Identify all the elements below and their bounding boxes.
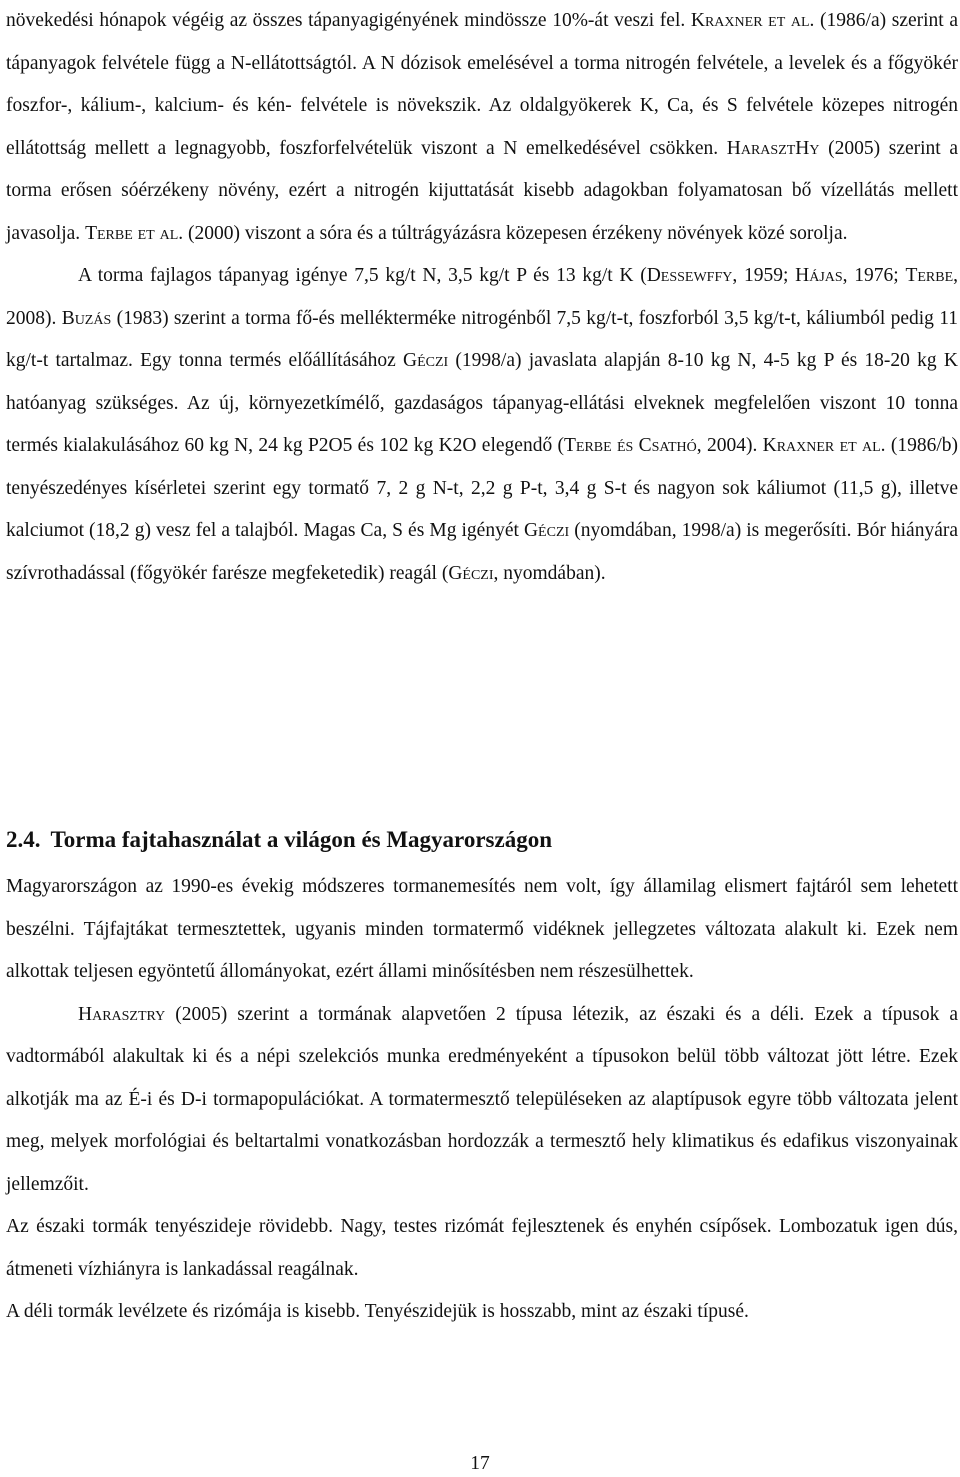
text-run: Magyarországon az 1990-es évekig módszeres tormanemesítés nem volt, így államilag elismert fajtáról sem lehetett beszélni. Tájfajtákat termesztettek, ugyanis minden tormatermő vidéknek jellegzetes változata alakult ki. Ezek nem alkottak teljesen egyöntetű állományokat, ezért állami minősítésben nem részesülhettek. [6,876,958,982]
text-run: , 2004). [696,435,763,456]
text-run: (2005) szerint a torma erősen sóérzékeny növény, ezért a nitrogén kijuttatását kisebb adagokban folyamatosan bő vízellátás mellett javasolja. [6,137,958,244]
author-citation: HarasztHy [726,137,820,159]
section-title: Torma fajtahasználat a világon és Magyarországon [50,827,553,852]
author-citation: Kraxner et al. [762,435,886,456]
text-run: (1986/a) szerint a tápanyagok felvétele függ a N-ellátottságtól. A N dózisok emelésével a torma nitrogén felvétele, a levelek és a főgyökér foszfor-, kálium-, kalcium- és kén- felvétele is növekszik. Az oldalgyökerek K, Ca, és S felvétele közepes nitrogén ellátottság mellett a legnagyobb, foszforfelvételük viszont a N emelkedésével csökken. [6,10,958,159]
author-citation: Terbe [905,265,954,286]
author-citation: Buzás [61,307,112,329]
paragraph-northern-types [6,1206,958,1291]
author-citation: Hájas [795,265,843,286]
author-citation: Dessewffy [646,265,733,286]
text-run: (nyomdában, 1998/a) is megerősíti. Bór hiányára szívrothadással (főgyökér farésze megfeketedik) reagál ( [6,520,959,584]
text-run: A déli tormák levélzete és rizómája is kisebb. Tenyészidejük is hosszabb, mint az északi típusé. [6,1301,749,1322]
text-run: (2005) szerint a tormának alapvetően 2 típusa létezik, az északi és a déli. Ezek a típusok a vadtormából alakultak ki és a népi szelekciós munka eredményeként a típusokon belül több változat jött létre. Ezek alkotják ma az É-i és D-i tormapopulációkat. A tormatermesztő településeken az alaptípusok egyre több változata jelent meg, melyek morfológiai és beltartalmi vonatkozásban hordozzák a termesztő hely klimatikus és edafikus viszonyainak jellemzőit. [6,1003,958,1195]
text-run: Az északi tormák tenyészideje rövidebb. Nagy, testes rizómát fejlesztenek és enyhén csípősek. Lombozatuk igen dús, átmeneti vízhiányra is lankadással reagálnak. [6,1216,958,1280]
text-run: , nyomdában). [493,562,606,584]
author-citation: Terbe és Csathó [564,435,697,456]
document-page [6,0,958,595]
section-number: 2.4. [6,827,41,852]
text-run: (2000) viszont a sóra és a túltrágyázásra közepesen érzékeny növények közé sorolja. [183,222,848,244]
text-run: növekedési hónapok végéig az összes tápanyagigényének mindössze 10%-át veszi fel. [6,10,691,31]
text-run: (1998/a) javaslata alapján 8-10 kg N, 4-5 kg P és 18-20 kg K hatóanyag szükséges. Az új, környezetkímélő, gazdaságos tápanyag-ellátási elveknek megfelelően viszont 10 tonna termés kialakulásához 60 kg N, 24 kg P2O5 és 102 kg K2O elegendő ( [6,350,958,456]
author-citation: Harasztry [78,1003,166,1025]
text-run: (1983) szerint a torma fő-és mellékterméke nitrogénből 7,5 kg/t-t, foszforból 3,5 kg/t-t, káliumból pedig 11 kg/t-t tartalmaz. Egy tonna termés előállításához [6,307,959,371]
paragraph-breeding-history [6,866,958,994]
author-citation: Kraxner et al. [690,10,815,31]
text-run: A torma fajlagos tápanyag igénye 7,5 kg/t N, 3,5 kg/t P és 13 kg/t K ( [78,265,647,286]
section-heading [6,820,552,860]
paragraph-southern-types [6,1291,958,1334]
page-number: 17 [470,1453,490,1474]
text-run: (1986/b) tenyészedényes kísérletei szerint egy tormatő 7, 2 g N-t, 2,2 g P-t, 3,4 g S-t és nagyon sok káliumot (11,5 g), illetve kalciumot (18,2 g) vesz fel a talajból. Magas Ca, S és Mg igényét [6,435,958,541]
paragraph-nutrient-uptake [6,0,958,255]
author-citation: Géczi [448,562,494,584]
author-citation: Terbe et al. [85,222,184,244]
paragraph-specific-nutrient-need [6,255,958,595]
author-citation: Géczi [523,520,570,541]
author-citation: Géczi [403,350,449,371]
text-run: , 1959; [732,265,796,286]
text-run: , 2008). [6,265,959,329]
text-run: , 1976; [842,265,906,286]
paragraph-types [6,994,958,1207]
section-body [6,866,958,1334]
